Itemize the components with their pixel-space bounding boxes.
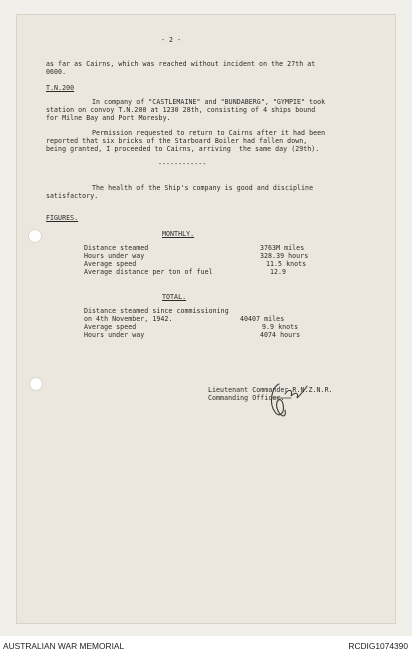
figure-value: 12.9 <box>270 268 287 276</box>
page-number: - 2 - <box>161 36 182 44</box>
figure-label: Average speed <box>84 260 137 268</box>
figure-label: Average distance per ton of fuel <box>84 268 213 276</box>
document-page <box>16 14 396 624</box>
figure-value: 9.9 knots <box>262 323 299 331</box>
divider: ------------ <box>158 160 207 168</box>
figure-value: 40407 miles <box>240 315 285 323</box>
figure-label: Average speed <box>84 323 137 331</box>
paragraph-line: In company of "CASTLEMAINE" and "BUNDABERG", "GYMPIE" took <box>92 98 326 106</box>
archive-footer <box>0 636 412 654</box>
monthly-heading: MONTHLY. <box>162 230 195 238</box>
figure-value: 11.5 knots <box>266 260 307 268</box>
paragraph-line: station on convoy T.N.200 at 1230 28th, consisting of 4 ships bound <box>46 106 316 114</box>
signature-rank: Lieutenant Commander R.N.Z.N.R. <box>208 386 333 394</box>
figure-label: on 4th November, 1942. <box>84 315 173 323</box>
figure-value: 4074 hours <box>260 331 301 339</box>
paragraph-line: The health of the Ship's company is good and discipline <box>92 184 314 192</box>
paragraph-line: for Milne Bay and Port Moresby. <box>46 114 171 122</box>
footer-institution: AUSTRALIAN WAR MEMORIAL <box>3 641 125 651</box>
paragraph-line: being granted, I proceeded to Cairns, arriving the same day (29th). <box>46 145 320 153</box>
figure-value: 3763M miles <box>260 244 305 252</box>
paragraph-line: Permission requested to return to Cairns after it had been <box>92 129 326 137</box>
total-heading: TOTAL. <box>162 293 187 301</box>
figure-value: 328.39 hours <box>260 252 309 260</box>
figures-heading: FIGURES. <box>46 214 79 222</box>
figure-label: Distance steamed since commissioning <box>84 307 229 315</box>
figure-label: Distance steamed <box>84 244 149 252</box>
punch-hole <box>30 378 42 390</box>
paragraph-line: reported that six bricks of the Starboard Boiler had fallen down, <box>46 137 308 145</box>
signature-title: Commanding Officer. <box>208 394 285 402</box>
paragraph-line: 0600. <box>46 68 67 76</box>
paragraph-line: satisfactory. <box>46 192 99 200</box>
punch-hole <box>29 230 41 242</box>
section-heading: T.N.200 <box>46 84 75 92</box>
footer-record-id: RCDIG1074390 <box>348 641 408 651</box>
figure-label: Hours under way <box>84 252 145 260</box>
paragraph-line: as far as Cairns, which was reached without incident on the 27th at <box>46 60 316 68</box>
figure-label: Hours under way <box>84 331 145 339</box>
